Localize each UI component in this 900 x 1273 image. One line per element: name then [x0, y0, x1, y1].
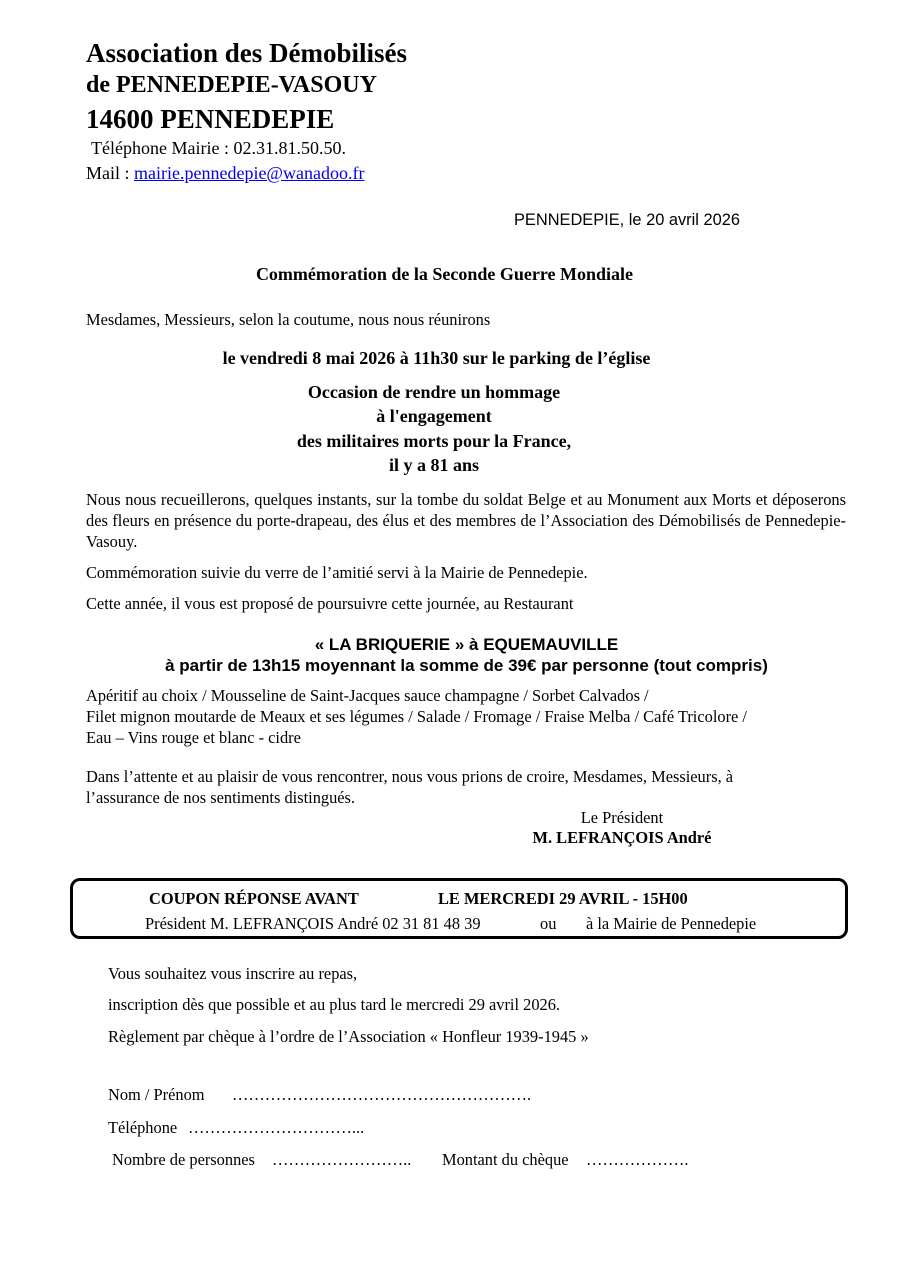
form-phone-label: Téléphone	[108, 1118, 178, 1137]
restaurant-price: à partir de 13h15 moyennant la somme de 39€ par personne (tout compris)	[165, 656, 768, 675]
coupon-contact-mairie: à la Mairie de Pennedepie	[586, 914, 757, 933]
coupon-title-right: LE MERCREDI 29 AVRIL - 15H00	[438, 889, 688, 908]
mail-line	[86, 163, 364, 184]
menu-line3: Eau – Vins rouge et blanc - cidre	[86, 728, 301, 747]
form-name-label: Nom / Prénom	[108, 1085, 205, 1104]
coupon-contact-president: Président M. LEFRANÇOIS André 02 31 81 48 39	[145, 914, 481, 933]
paragraph-ceremony: Nous nous recueillerons, quelques instants, sur la tombe du soldat Belge et au Monument aux Morts et déposerons des fleurs en présence du porte-drapeau, des élus et des membres de l’Association des Démobilisés de Pennedepie-Vasouy.	[86, 490, 846, 551]
tribute-line2: à l'engagement	[376, 406, 492, 426]
mail-label: Mail :	[86, 163, 134, 183]
menu-line1: Apéritif au choix / Mousseline de Saint-Jacques sauce champagne / Sorbet Calvados /	[86, 686, 649, 705]
form-persons-field[interactable]: ……………………..	[272, 1150, 412, 1169]
registration-line1: Vous souhaitez vous inscrire au repas,	[108, 964, 358, 983]
form-amount-label: Montant du chèque	[442, 1150, 569, 1169]
coupon-contact-or: ou	[540, 914, 557, 933]
registration-line3: Règlement par chèque à l’ordre de l’Association « Honfleur 1939-1945 »	[108, 1027, 589, 1046]
form-phone-field[interactable]: …………………………...	[188, 1118, 365, 1137]
paragraph-restaurant-intro: Cette année, il vous est proposé de poursuivre cette journée, au Restaurant	[86, 594, 574, 613]
registration-line2: inscription dès que possible et au plus tard le mercredi 29 avril 2026.	[108, 995, 560, 1014]
tribute-line3: des militaires morts pour la France,	[296, 431, 572, 451]
org-address: 14600 PENNEDEPIE	[86, 104, 335, 134]
intro-text: Mesdames, Messieurs, selon la coutume, nous nous réunirons	[86, 310, 491, 329]
org-name-line1: Association des Démobilisés	[86, 38, 408, 68]
document-title: Commémoration de la Seconde Guerre Mondiale	[255, 264, 634, 284]
signature-name: M. LEFRANÇOIS André	[532, 828, 712, 847]
date-line: PENNEDEPIE, le 20 avril 2026	[514, 211, 740, 229]
closing-line2: l’assurance de nos sentiments distingués.	[86, 788, 356, 807]
form-persons-label: Nombre de personnes	[112, 1150, 255, 1169]
mail-link[interactable]: mairie.pennedepie@wanadoo.fr	[134, 163, 365, 183]
menu-line2: Filet mignon moutarde de Meaux et ses légumes / Salade / Fromage / Fraise Melba / Café Tricolore /	[86, 707, 747, 726]
form-name-field[interactable]: ……………………………………………….	[232, 1085, 532, 1104]
tribute-line1: Occasion de rendre un hommage	[307, 382, 561, 402]
org-name-line2: de PENNEDEPIE-VASOUY	[86, 72, 377, 98]
closing-line1: Dans l’attente et au plaisir de vous rencontrer, nous vous prions de croire, Mesdames, Messieurs, à	[86, 767, 734, 786]
tribute-line4: il y a 81 ans	[388, 455, 480, 475]
mairie-phone: Téléphone Mairie : 02.31.81.50.50.	[91, 138, 346, 158]
paragraph-reception: Commémoration suivie du verre de l’amitié servi à la Mairie de Pennedepie.	[86, 563, 588, 582]
event-line: le vendredi 8 mai 2026 à 11h30 sur le parking de l’église	[222, 348, 651, 368]
signature-role: Le Président	[580, 808, 664, 827]
form-amount-field[interactable]: ……………….	[586, 1150, 689, 1169]
restaurant-name: « LA BRIQUERIE » à EQUEMAUVILLE	[314, 635, 619, 654]
coupon-title-left: COUPON RÉPONSE AVANT	[149, 889, 359, 908]
